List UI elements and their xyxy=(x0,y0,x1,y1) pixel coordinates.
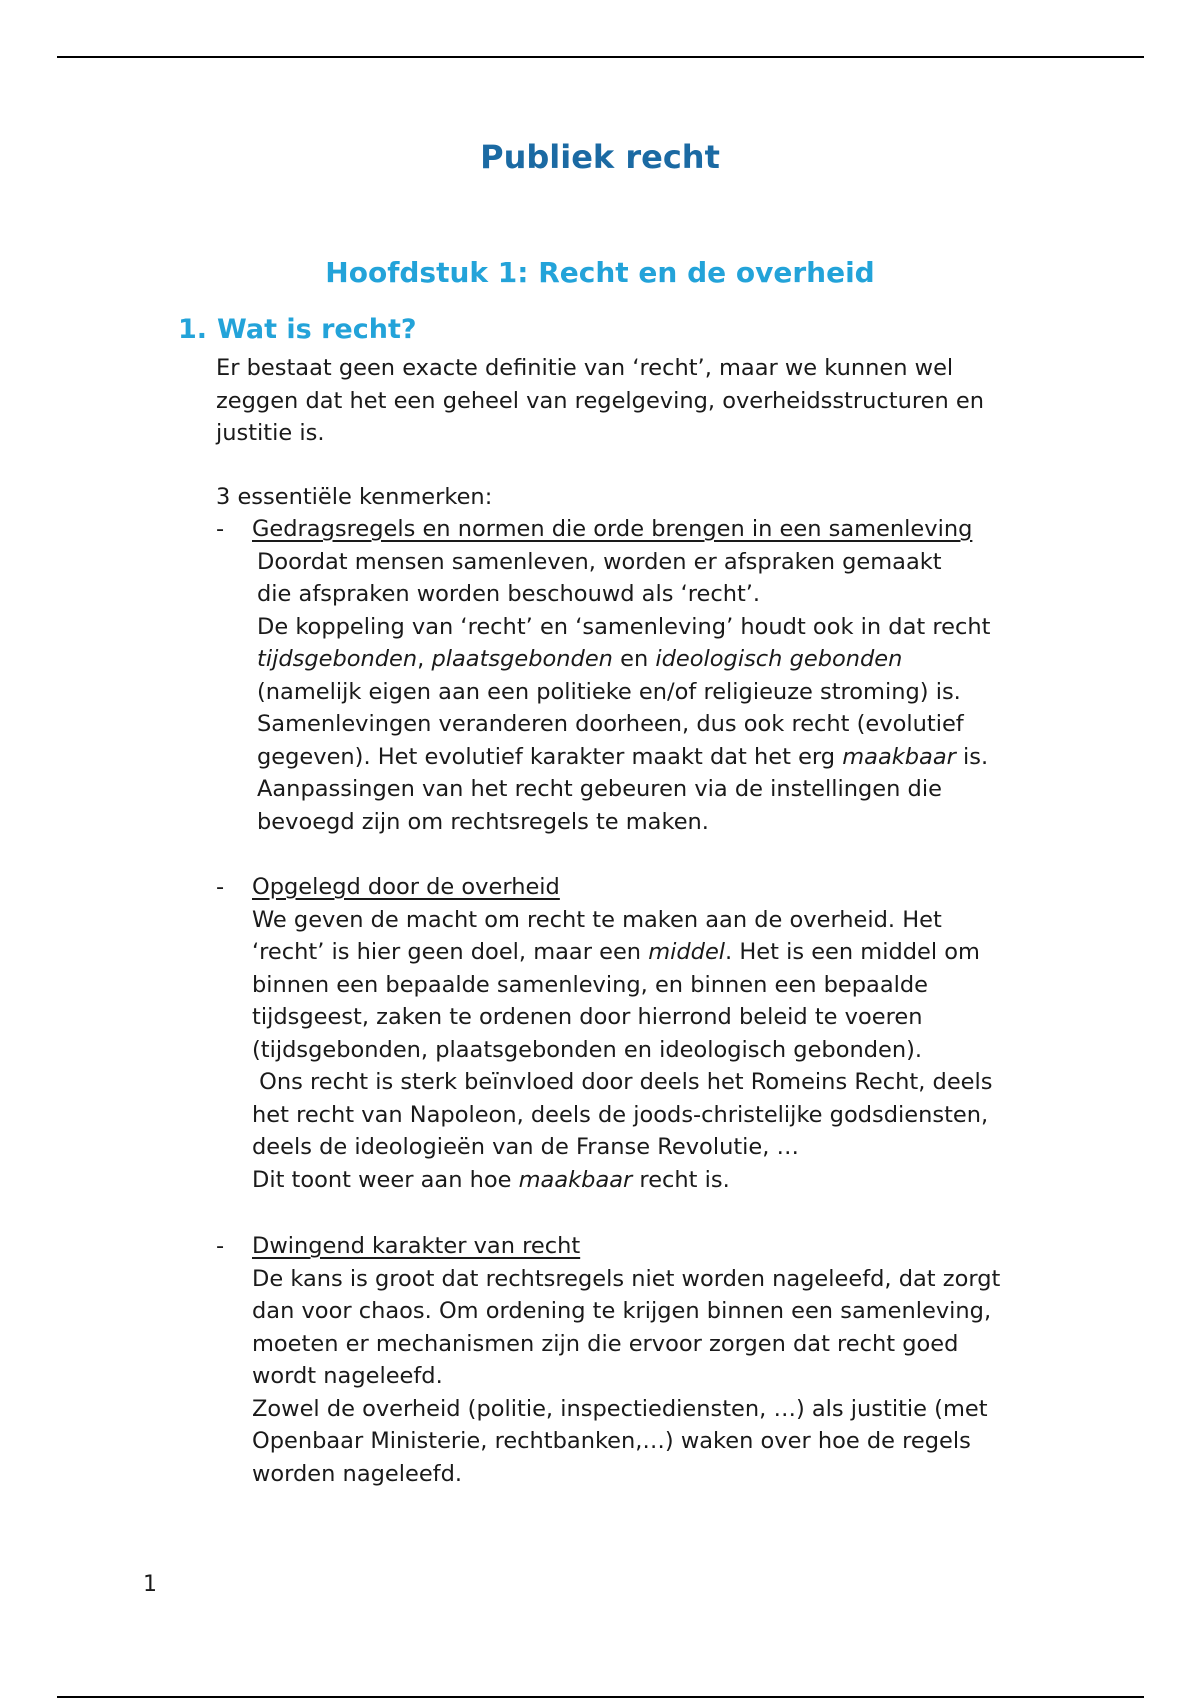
text-line: Samenlevingen veranderen doorheen, dus ook recht (evolutief xyxy=(257,711,964,737)
bullet-text xyxy=(252,1263,1102,1491)
text-line: De kans is groot dat rechtsregels niet worden nageleefd, dat zorgt xyxy=(252,1265,1001,1292)
bullet-heading: Gedragsregels en normen die orde brengen in een samenleving xyxy=(252,516,973,542)
intro-paragraph xyxy=(216,352,1066,450)
text-fragment: ‘recht’ is hier geen doel, maar een xyxy=(252,939,649,965)
text-line xyxy=(257,741,1107,774)
italic-term: middel xyxy=(648,939,726,965)
text-line: We geven de macht om recht te maken aan de overheid. Het xyxy=(252,906,942,933)
italic-term: tijdsgebonden xyxy=(257,646,418,672)
bullet-marker: - xyxy=(216,1233,225,1259)
text-line: tijdsgeest, zaken te ordenen door hierrond beleid te voeren xyxy=(252,1004,923,1030)
italic-term: maakbaar xyxy=(518,1166,633,1193)
text-line: Openbaar Ministerie, rechtbanken,…) waken over hoe de regels xyxy=(252,1428,971,1454)
italic-term: plaatsgebonden xyxy=(431,646,613,672)
section-title: Wat is recht? xyxy=(217,314,417,345)
chapter-title: Hoofdstuk 1: Recht en de overheid xyxy=(325,256,875,289)
bullet-text xyxy=(257,546,1107,839)
text-fragment: , xyxy=(417,646,432,672)
text-fragment: recht is. xyxy=(632,1166,730,1193)
text-line: moeten er mechanismen zijn die ervoor zorgen dat recht goed xyxy=(252,1330,959,1357)
bullet-marker: - xyxy=(216,516,225,542)
text-line: (namelijk eigen aan een politieke en/of religieuze stroming) is. xyxy=(257,678,961,705)
header-rule xyxy=(57,56,1144,58)
footer-rule xyxy=(57,1696,1144,1698)
document-title: Publiek recht xyxy=(480,138,720,176)
intro-line: zeggen dat het een geheel van regelgeving, overheidsstructuren en xyxy=(216,387,984,414)
text-line: Doordat mensen samenleven, worden er afspraken gemaakt xyxy=(257,548,942,575)
text-fragment: Dit toont weer aan hoe xyxy=(252,1166,519,1193)
text-line: wordt nageleefd. xyxy=(252,1363,443,1389)
section-heading xyxy=(178,314,417,345)
text-fragment: is. xyxy=(955,743,989,770)
bullet-heading: Dwingend karakter van recht xyxy=(252,1233,581,1259)
italic-term: ideologisch gebonden xyxy=(655,646,903,672)
text-line xyxy=(252,936,1102,969)
text-line: Aanpassingen van het recht gebeuren via de instellingen die xyxy=(257,776,942,802)
text-fragment: . Het is een middel om xyxy=(725,939,980,965)
intro-line: justitie is. xyxy=(216,420,325,446)
text-line: binnen een bepaalde samenleving, en binnen een bepaalde xyxy=(252,971,928,998)
text-line xyxy=(257,643,1107,676)
text-line: bevoegd zijn om rechtsregels te maken. xyxy=(257,808,709,835)
italic-term: maakbaar xyxy=(842,743,956,770)
text-line: Ons recht is sterk beïnvloed door deels het Romeins Recht, deels xyxy=(252,1069,993,1095)
text-line: worden nageleefd. xyxy=(252,1460,463,1487)
text-line: Zowel de overheid (politie, inspectiediensten, …) als justitie (met xyxy=(252,1395,988,1422)
text-line: het recht van Napoleon, deels de joods-christelijke godsdiensten, xyxy=(252,1101,989,1128)
text-line: De koppeling van ‘recht’ en ‘samenleving’ houdt ook in dat recht xyxy=(257,613,991,640)
kenmerken-label: 3 essentiële kenmerken: xyxy=(216,484,493,510)
text-fragment: en xyxy=(612,646,656,672)
text-line: dan voor chaos. Om ordening te krijgen binnen een samenleving, xyxy=(252,1298,992,1324)
bullet-text xyxy=(252,904,1102,1197)
section-number: 1. xyxy=(178,314,208,345)
page-number: 1 xyxy=(143,1572,157,1597)
bullet-marker: - xyxy=(216,874,225,900)
bullet-heading: Opgelegd door de overheid xyxy=(252,874,560,900)
intro-line: Er bestaat geen exacte definitie van ‘recht’, maar we kunnen wel xyxy=(216,355,954,381)
text-fragment: gegeven). Het evolutief karakter maakt dat het erg xyxy=(257,743,843,770)
text-line: die afspraken worden beschouwd als ‘recht’. xyxy=(257,581,761,607)
text-line: deels de ideologieën van de Franse Revolutie, … xyxy=(252,1134,800,1160)
text-line: (tijdsgebonden, plaatsgebonden en ideologisch gebonden). xyxy=(252,1036,923,1063)
text-line xyxy=(252,1164,1102,1197)
